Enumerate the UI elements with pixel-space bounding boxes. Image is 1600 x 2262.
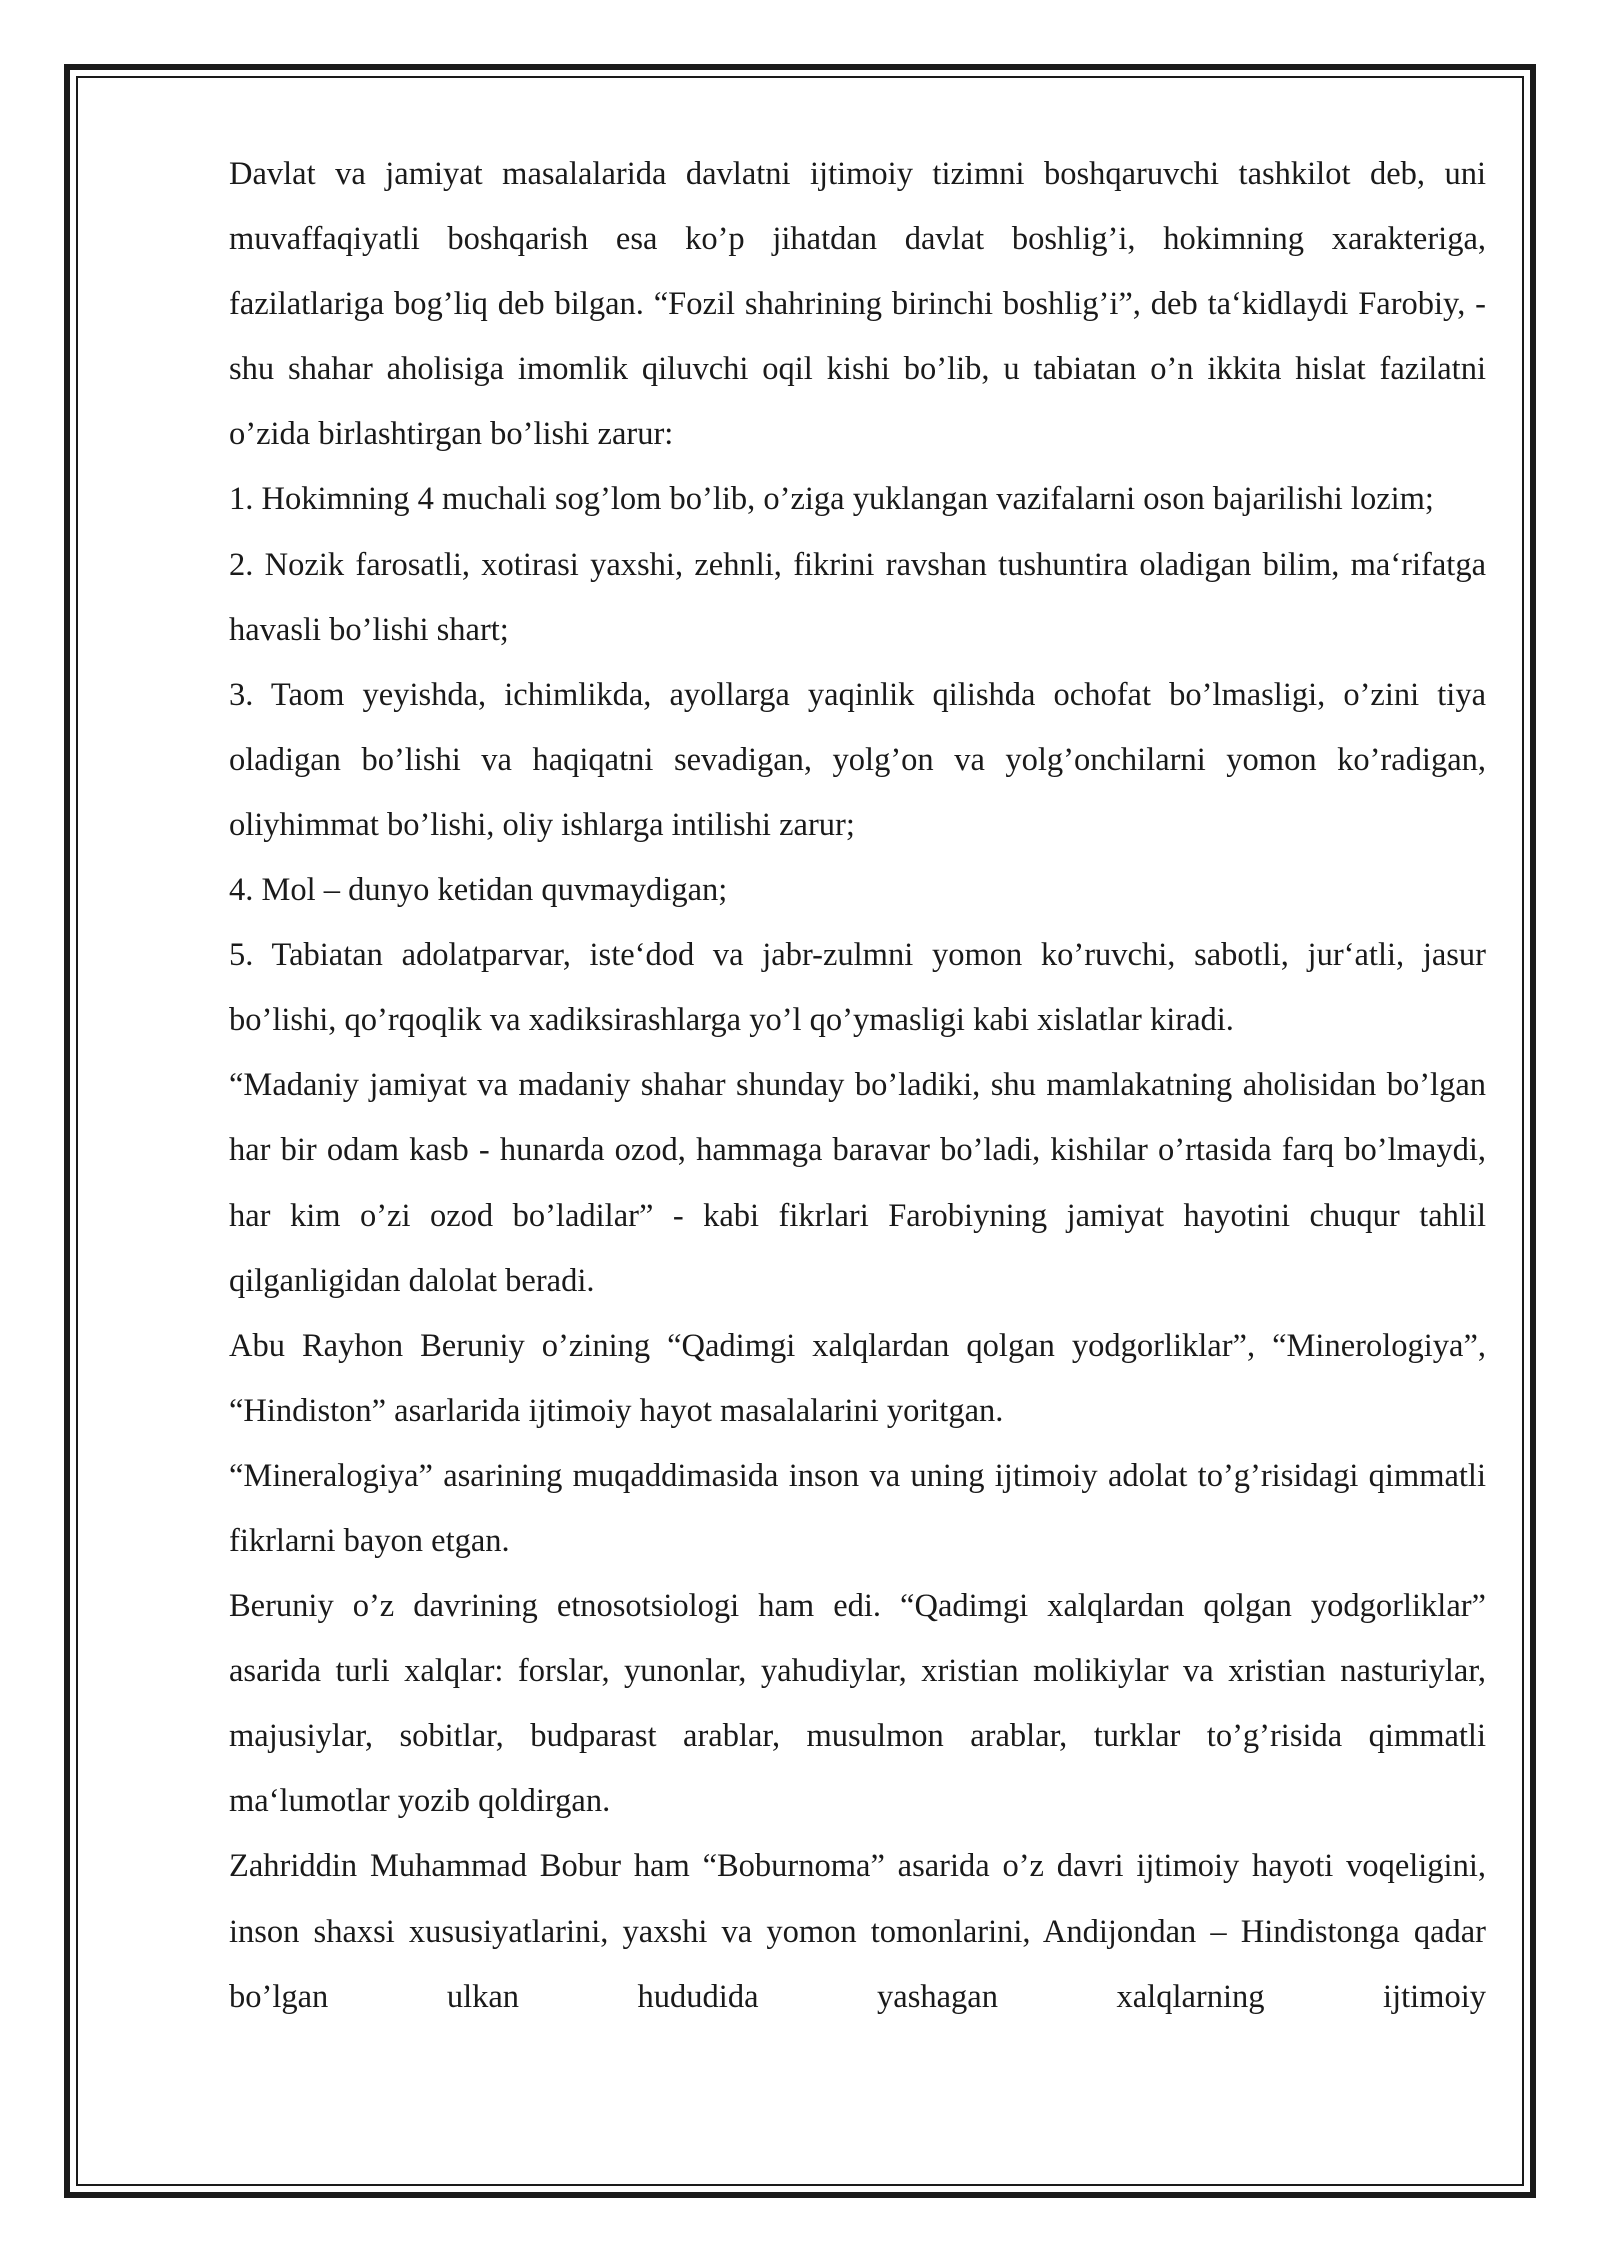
list-item-4: 4. Mol – dunyo ketidan quvmaydigan; bbox=[229, 872, 728, 909]
paragraph-mineralogiya: “Mineralogiya” asarining muqaddimasida inson va uning ijtimoiy adolat to’g’risidagi qimmatli fikrlarni bayon etgan. bbox=[229, 1457, 1486, 1559]
list-item-2: 2. Nozik farosatli, xotirasi yaxshi, zehnli, fikrini ravshan tushuntira oladigan bilim, ma‘rifatga havasli bo’lishi shart; bbox=[229, 546, 1486, 648]
document-body bbox=[229, 142, 1486, 2030]
paragraph-bobur: Zahriddin Muhammad Bobur ham “Boburnoma” asarida o’z davri ijtimoiy hayoti voqeligini, inson shaxsi xususiyatlarini, yaxshi va yomon tomonlarini, Andijondan – Hindistonga qadar bo’lgan ulkan hududida yashagan xalqlarning ijtimoiy bbox=[229, 1848, 1486, 2015]
list-item-1: 1. Hokimning 4 muchali sog’lom bo’lib, o’ziga yuklangan vazifalarni oson bajarilishi lozim; bbox=[229, 481, 1434, 518]
list-item-3: 3. Taom yeyishda, ichimlikda, ayollarga yaqinlik qilishda ochofat bo’lmasligi, o’zini tiya oladigan bo’lishi va haqiqatni sevadigan, yolg’on va yolg’onchilarni yomon ko’radigan, oliyhimmat bo’lishi, oliy ishlarga intilishi zarur; bbox=[229, 676, 1486, 843]
paragraph-farobiy-intro: Davlat va jamiyat masalalarida davlatni ijtimoiy tizimni boshqaruvchi tashkilot deb, uni muvaffaqiyatli boshqarish esa ko’p jihatdan davlat boshlig’i, hokimning xarakteriga, fazilatlariga bog’liq deb bilgan. “Fozil shahrining birinchi boshlig’i”, deb ta‘kidlaydi Farobiy, - shu shahar aholisiga imomlik qiluvchi oqil kishi bo’lib, u tabiatan o’n ikkita hislat fazilatni o’zida birlashtirgan bo’lishi zarur: bbox=[229, 156, 1486, 453]
list-item-5: 5. Tabiatan adolatparvar, iste‘dod va jabr-zulmni yomon ko’ruvchi, sabotli, jur‘atli, jasur bo’lishi, qo’rqoqlik va xadiksirashlarga yo’l qo’ymasligi kabi xislatlar kiradi. bbox=[229, 937, 1486, 1039]
paragraph-madaniy-jamiyat: “Madaniy jamiyat va madaniy shahar shunday bo’ladiki, shu mamlakatning aholisidan bo’lgan har bir odam kasb - hunarda ozod, hammaga baravar bo’ladi, kishilar o’rtasida farq bo’lmaydi, har kim o’zi ozod bo’ladilar” - kabi fikrlari Farobiyning jamiyat hayotini chuqur tahlil qilganligidan dalolat beradi. bbox=[229, 1067, 1486, 1299]
paragraph-beruniy-works: Abu Rayhon Beruniy o’zining “Qadimgi xalqlardan qolgan yodgorliklar”, “Minerologiya”, “Hindiston” asarlarida ijtimoiy hayot masalalarini yoritgan. bbox=[229, 1327, 1486, 1429]
paragraph-beruniy-etnosotsiolog: Beruniy o’z davrining etnosotsiologi ham edi. “Qadimgi xalqlardan qolgan yodgorliklar” asarida turli xalqlar: forslar, yunonlar, yahudiylar, xristian molikiylar va xristian nasturiylar, majusiylar, sobitlar, budparast arablar, musulmon arablar, turklar to’g’risida qimmatli ma‘lumotlar yozib qoldirgan. bbox=[229, 1588, 1486, 1820]
